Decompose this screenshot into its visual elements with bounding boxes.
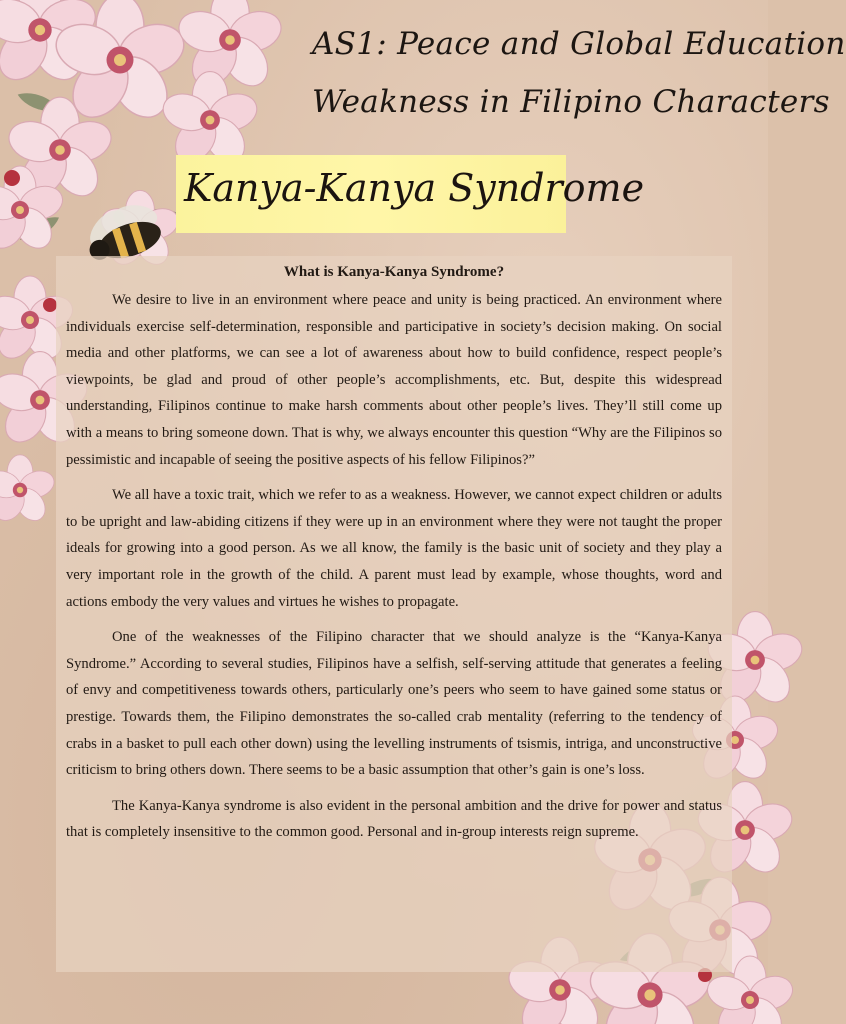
article-paragraph: We desire to live in an environment where peace and unity is being practiced. An environment where individuals exercise self-determination, responsible and participative in society’s decision making. On social media and other platforms, we can see a lot of awareness about how to build confidence, respect people’s viewpoints, be glad and proud of other people’s accomplishments, etc. But, despite this widespread understanding, Filipinos continue to make harsh comments about other people’s lives. They’ll still come up with a means to bring someone down. That is why, we always encounter this question “Why are the Filipinos so pessimistic and incapable of seeing the positive aspects of his fellow Filipinos?” [66, 292, 722, 468]
header-title-line1: AS1: Peace and Global Education [312, 26, 846, 62]
article-paragraph: We all have a toxic trait, which we refer to as a weakness. However, we cannot expect children or adults to be upright and law-abiding citizens if they were up in an environment where they were not taught the proper ideals for growing into a good person. As we all know, the family is the basic unit of society and they play a very important role in the growth of the child. A parent must lead by example, whose thoughts, word and actions embody the very values and virtues he wishes to propagate. [66, 487, 722, 610]
header-title-line2: Weakness in Filipino Characters [312, 84, 830, 120]
article-paragraph: One of the weaknesses of the Filipino character that we should analyze is the “Kanya-Kanya Syndrome.” According to several studies, Filipinos have a selfish, self-serving attitude that generates a feeling of envy and competitiveness towards others, particularly one’s peers who seem to have gained some status or prestige. Towards them, the Filipino demonstrates the so-called crab mentality (referring to the tendency of crabs in a basket to pull each other down) using the levelling instruments of tsismis, intriga, and unconstructive criticism to bring others down. There seems to be a basic assumption that other’s gain is one’s loss. [66, 629, 722, 779]
article-paragraph: The Kanya-Kanya syndrome is also evident in the personal ambition and the drive for power and status that is completely insensitive to the common good. Personal and in-group interests reign supreme. [66, 797, 722, 841]
article-heading: What is Kanya-Kanya Syndrome? [283, 264, 505, 280]
article [66, 261, 722, 855]
subtitle: Kanya-Kanya Syndrome [184, 166, 645, 210]
